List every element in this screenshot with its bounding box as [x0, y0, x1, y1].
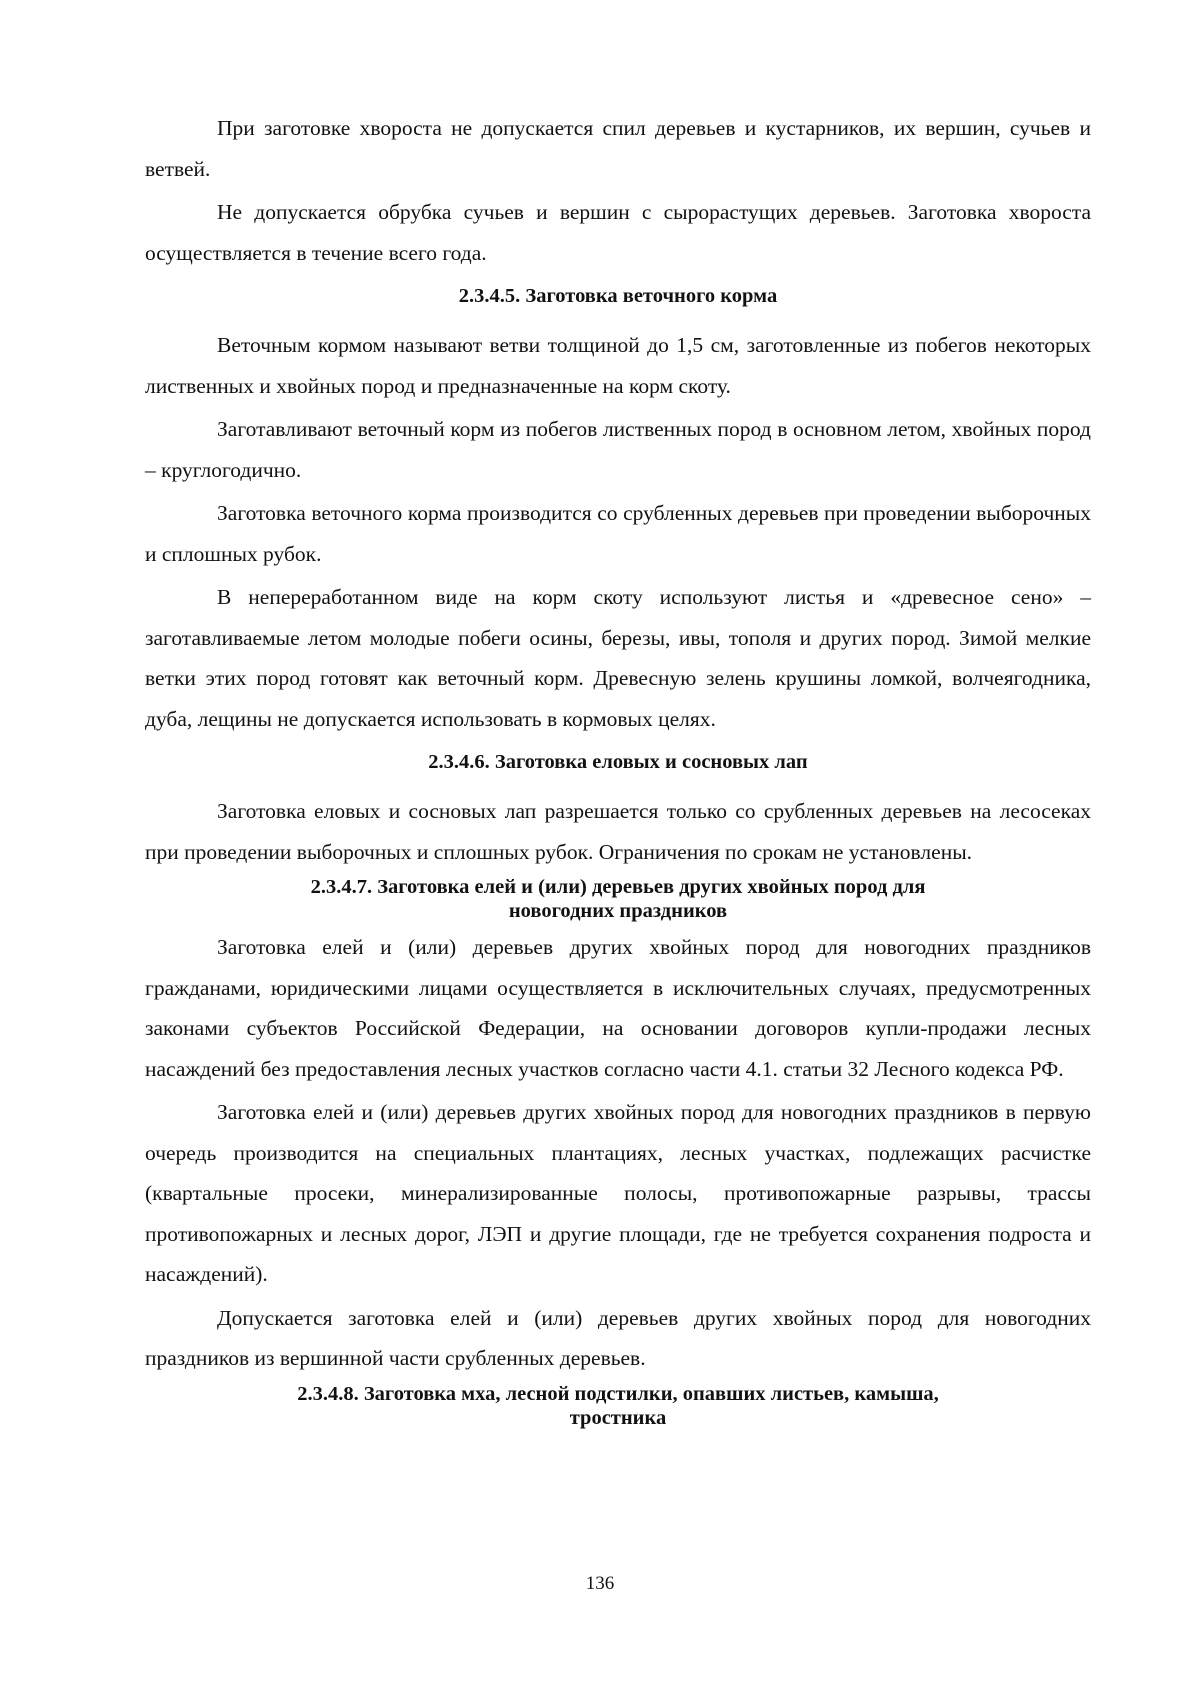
section-heading-2346: 2.3.4.6. Заготовка еловых и сосновых лап: [428, 751, 808, 773]
paragraph: Заготовка елей и (или) деревьев других хвойных пород для новогодних праздников гражданами, юридическими лицами осуществляется в исключительных случаях, предусмотренных законами субъектов Российской Федерации, на основании договоров купли-продажи лесных насаждений без предоставления лесных участков согласно части 4.1. статьи 32 Лесного кодекса РФ.: [145, 935, 1091, 1081]
paragraph: Заготовка елей и (или) деревьев других хвойных пород для новогодних праздников в первую очередь производится на специальных плантациях, лесных участках, подлежащих расчистке (квартальные просеки, минерализированные полосы, противопожарные разрывы, трассы противопожарных и лесных дорог, ЛЭП и другие площади, где не требуется сохранения подроста и насаждений).: [145, 1100, 1091, 1286]
paragraph: Не допускается обрубка сучьев и вершин с сырорастущих деревьев. Заготовка хвороста осуществляется в течение всего года.: [145, 200, 1091, 265]
paragraph: Заготавливают веточный корм из побегов лиственных пород в основном летом, хвойных пород – круглогодично.: [145, 417, 1091, 482]
paragraph: Допускается заготовка елей и (или) деревьев других хвойных пород для новогодних праздников из вершинной части срубленных деревьев.: [145, 1305, 1091, 1370]
section-heading-line: тростника: [569, 1406, 667, 1429]
section-heading-2347: [145, 875, 1091, 923]
paragraph: Веточным кормом называют ветви толщиной до 1,5 см, заготовленные из побегов некоторых лиственных и хвойных пород и предназначенные на корм скоту.: [145, 333, 1091, 398]
paragraph: Заготовка веточного корма производится со срубленных деревьев при проведении выборочных и сплошных рубок.: [145, 501, 1091, 566]
paragraph: В непереработанном виде на корм скоту используют листья и «древесное сено» – заготавливаемые летом молодые побеги осины, березы, ивы, тополя и других пород. Зимой мелкие ветки этих пород готовят как веточный корм. Древесную зелень крушины ломкой, волчеягодника, дуба, лещины не допускается использовать в кормовых целях.: [145, 585, 1091, 731]
paragraph: Заготовка еловых и сосновых лап разрешается только со срубленных деревьев на лесосеках при проведении выборочных и сплошных рубок. Ограничения по срокам не установлены.: [145, 799, 1091, 864]
section-heading-line: новогодних праздников: [508, 900, 728, 922]
document-page: [145, 108, 1091, 1434]
section-heading-2348: [145, 1382, 1091, 1430]
paragraph: При заготовке хвороста не допускается спил деревьев и кустарников, их вершин, сучьев и ветвей.: [145, 116, 1091, 181]
section-heading-2345: 2.3.4.5. Заготовка веточного корма: [458, 285, 778, 307]
section-heading-line: 2.3.4.7. Заготовка елей и (или) деревьев других хвойных пород для: [310, 876, 926, 898]
page-number: 136: [585, 1573, 615, 1594]
section-heading-line: 2.3.4.8. Заготовка мха, лесной подстилки, опавших листьев, камыша,: [297, 1382, 939, 1405]
